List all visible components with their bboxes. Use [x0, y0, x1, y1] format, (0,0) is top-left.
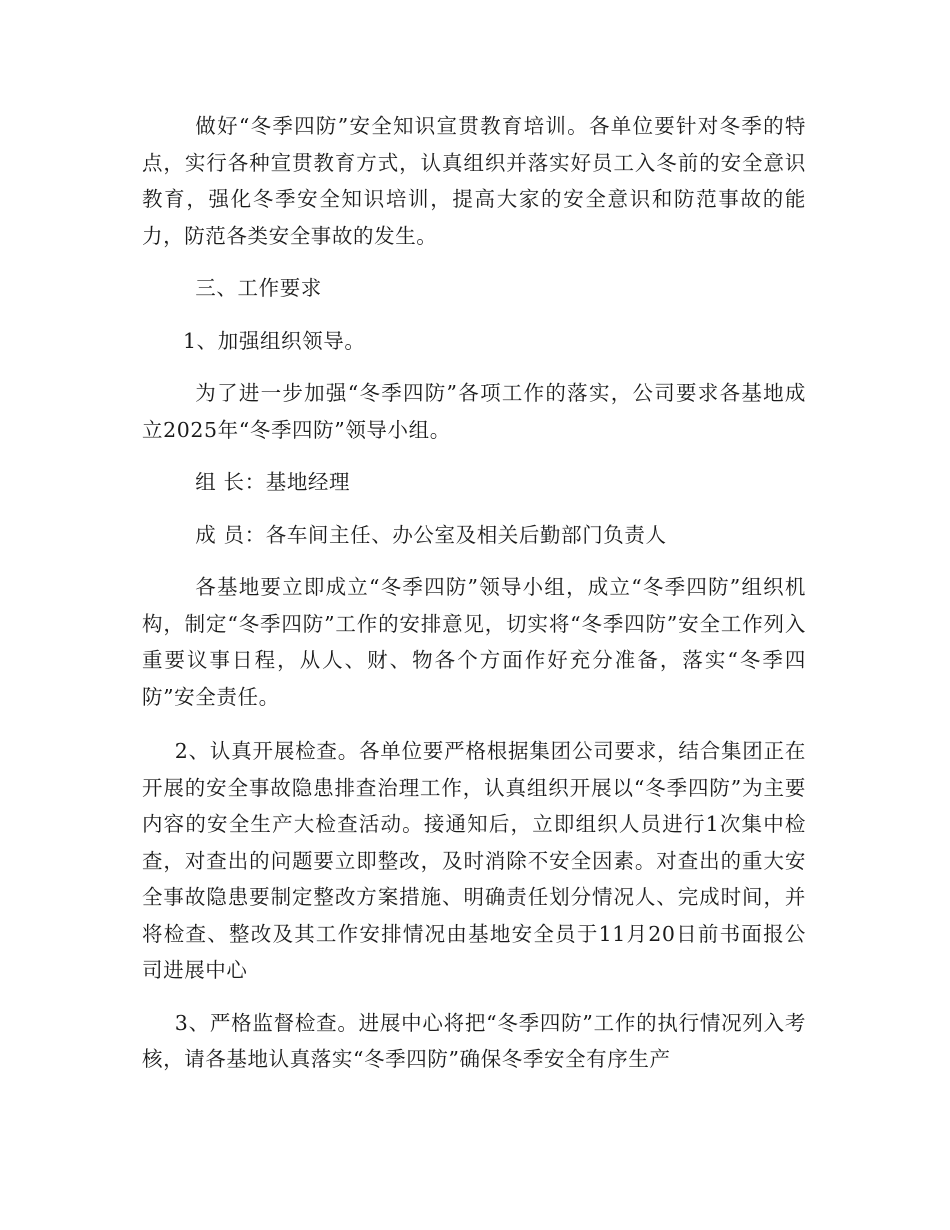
document-page: [142, 108, 806, 1078]
section-heading-work-requirements: 三、工作要求: [195, 276, 322, 300]
paragraph-leadership-group: 为了进一步加强“冬季四防”各项工作的落实，公司要求各基地成立2025年“冬季四防”领导小组。: [142, 381, 806, 442]
item-3-supervision: 3、严格监督检查。进展中心将把“冬季四防”工作的执行情况列入考核，请各基地认真落实“冬季四防”确保冬季安全有序生产: [142, 1010, 806, 1071]
item-1-heading: 1、加强组织领导。: [183, 328, 366, 353]
paragraph-organization: 各基地要立即成立“冬季四防”领导小组，成立“冬季四防”组织机构，制定“冬季四防”工作的安排意见，切实将“冬季四防”安全工作列入重要议事日程，从人、财、物各个方面作好充分准备，落实“冬季四防”安全责任。: [142, 575, 806, 709]
group-leader-line: 组 长：基地经理: [195, 470, 351, 494]
paragraph-training: 做好“冬季四防”安全知识宣贯教育培训。各单位要针对冬季的特点，实行各种宣贯教育方式，认真组织并落实好员工入冬前的安全意识教育，强化冬季安全知识培训，提高大家的安全意识和防范事故的能力，防范各类安全事故的发生。: [142, 114, 806, 248]
item-2-inspection: 2、认真开展检查。各单位要严格根据集团公司要求，结合集团正在开展的安全事故隐患排查治理工作，认真组织开展以“冬季四防”为主要内容的安全生产大检查活动。接通知后，立即组织人员进行1次集中检查，对查出的问题要立即整改，及时消除不安全因素。对查出的重大安全事故隐患要制定整改方案措施、明确责任划分情况人、完成时间，并将检查、整改及其工作安排情况由基地安全员于11月20日前书面报公司进展中心: [142, 739, 806, 982]
group-members-line: 成 员：各车间主任、办公室及相关后勤部门负责人: [195, 522, 667, 547]
